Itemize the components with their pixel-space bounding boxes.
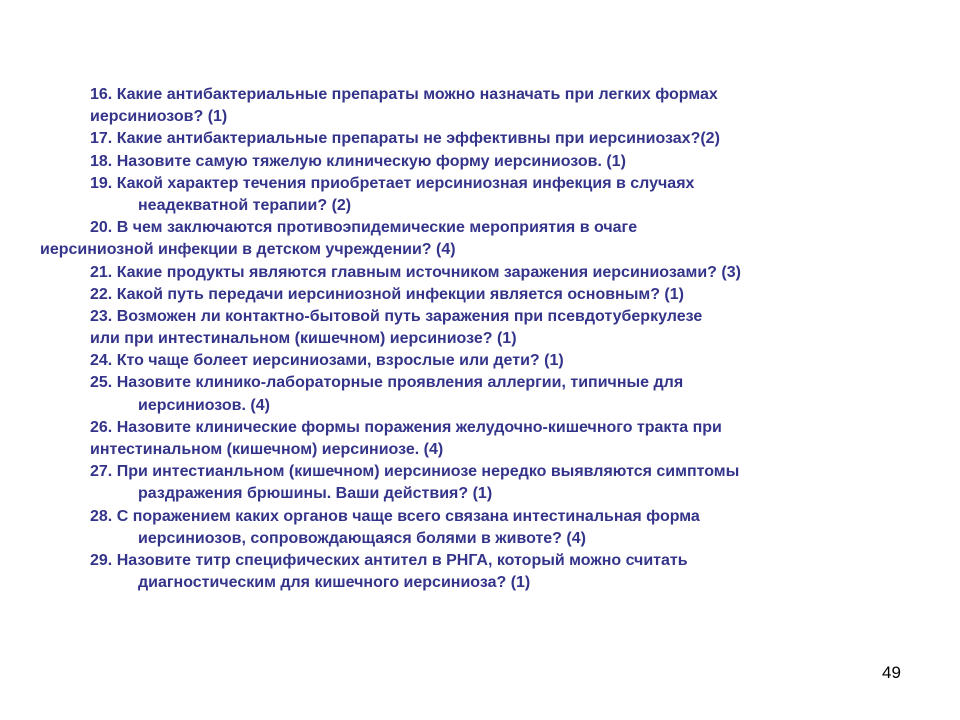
question-28-line-2: иерсиниозов, сопровождающаяся болями в животе? (4) bbox=[138, 529, 586, 547]
question-21-line-1: 21. Какие продукты являются главным источником заражения иерсиниозами? (3) bbox=[90, 263, 741, 281]
question-19-line-1: 19. Какой характер течения приобретает иерсиниозная инфекция в случаях bbox=[90, 174, 695, 192]
question-27-line-2: раздражения брюшины. Ваши действия? (1) bbox=[138, 485, 493, 503]
page-number: 49 bbox=[882, 663, 901, 682]
question-26-line-1: 26. Назовите клинические формы поражения желудочно-кишечного тракта при bbox=[90, 418, 722, 436]
question-25-line-1: 25. Назовите клинико-лабораторные проявления аллергии, типичные для bbox=[90, 374, 684, 392]
question-26-line-2: интестинальном (кишечном) иерсиниозе. (4) bbox=[90, 441, 444, 458]
question-24-line-1: 24. Кто чаще болеет иерсиниозами, взрослые или дети? (1) bbox=[90, 352, 564, 370]
question-20-line-1: 20. В чем заключаются противоэпидемические мероприятия в очаге bbox=[90, 219, 638, 237]
question-22-line-1: 22. Какой путь передачи иерсиниозной инфекции является основным? (1) bbox=[90, 285, 684, 303]
question-20-line-2: иерсиниозной инфекции в детском учреждении? (4) bbox=[40, 241, 456, 259]
question-17-line-1: 17. Какие антибактериальные препараты не эффективны при иерсиниозах?(2) bbox=[90, 130, 720, 148]
question-28-line-1: 28. С поражением каких органов чаще всего связана интестинальная форма bbox=[90, 507, 700, 525]
question-16-line-1: 16. Какие антибактериальные препараты можно назначать при легких формах bbox=[90, 86, 718, 103]
question-16-line-2: иерсиниозов? (1) bbox=[90, 108, 228, 126]
question-23-line-2: или при интестинальном (кишечном) иерсиниозе? (1) bbox=[90, 330, 517, 348]
question-25-line-2: иерсиниозов. (4) bbox=[138, 396, 270, 414]
question-list bbox=[0, 84, 960, 594]
question-27-line-1: 27. При интестианльном (кишечном) иерсиниозе нередко выявляются симптомы bbox=[90, 463, 740, 481]
question-29-line-2: диагностическим для кишечного иерсиниоза? (1) bbox=[138, 574, 531, 592]
question-19-line-2: неадекватной терапии? (2) bbox=[138, 196, 352, 214]
question-18-line-1: 18. Назовите самую тяжелую клиническую форму иерсиниозов. (1) bbox=[90, 152, 626, 170]
question-29-line-1: 29. Назовите титр специфических антител в РНГА, который можно считать bbox=[90, 551, 688, 569]
question-23-line-1: 23. Возможен ли контактно-бытовой путь заражения при псевдотуберкулезе bbox=[90, 307, 703, 325]
